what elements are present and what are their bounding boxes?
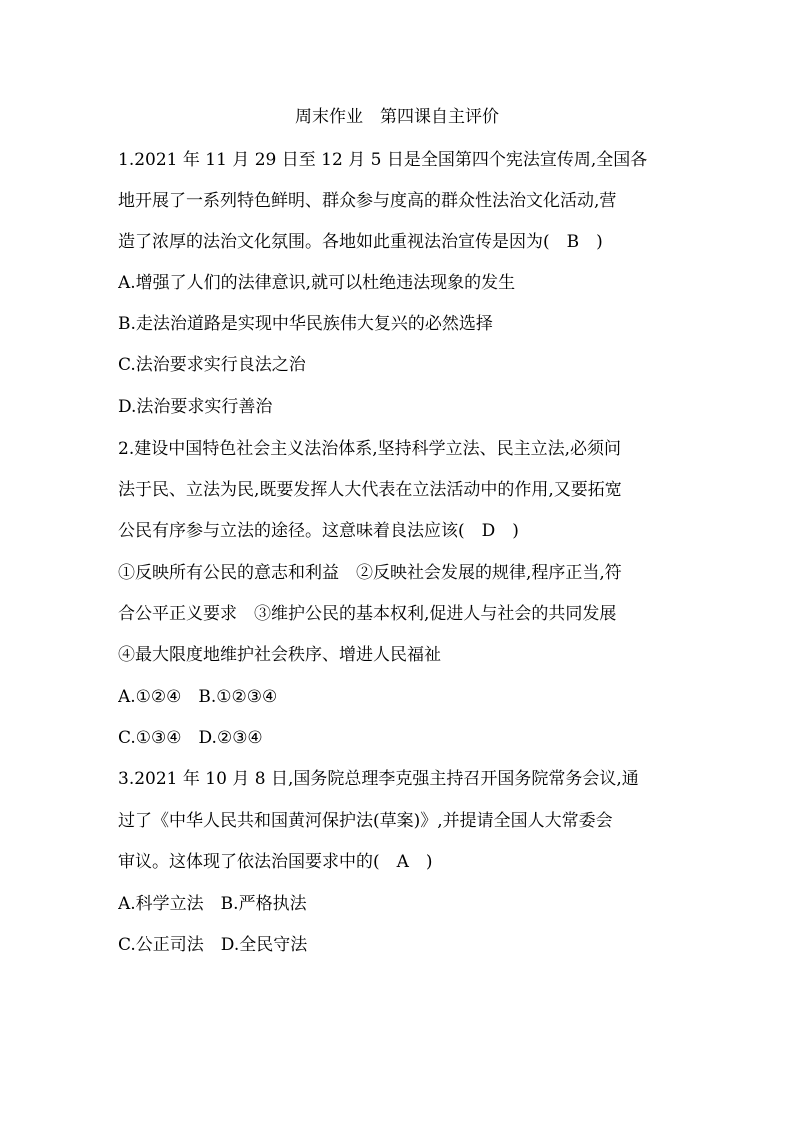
page-title: 周末作业 第四课自主评价 [295, 107, 499, 127]
question-2-line-6: ④最大限度地维护社会秩序、增进人民福祉 [118, 645, 441, 665]
question-2-line-3: 公民有序参与立法的途径。这意味着良法应该( D ) [118, 521, 519, 541]
question-1-line-1: 1.2021 年 11 月 29 日至 12 月 5 日是全国第四个宪法宣传周,全国各 [118, 150, 648, 170]
question-2-line-4: ①反映所有公民的意志和利益 ②反映社会发展的规律,程序正当,符 [118, 563, 622, 583]
question-2-line-1: 2.建设中国特色社会主义法治体系,坚持科学立法、民主立法,必须问 [118, 439, 622, 459]
question-2-option-ab: A.①②④ B.①②③④ [118, 687, 278, 707]
question-3-line-2: 过了《中华人民共和国黄河保护法(草案)》,并提请全国人大常委会 [118, 811, 613, 831]
question-1-option-d: D.法治要求实行善治 [118, 397, 273, 417]
question-1-option-b: B.走法治道路是实现中华民族伟大复兴的必然选择 [118, 314, 493, 334]
question-3-line-1: 3.2021 年 10 月 8 日,国务院总理李克强主持召开国务院常务会议,通 [118, 769, 639, 789]
question-2-option-cd: C.①③④ D.②③④ [118, 728, 263, 748]
question-1-option-a: A.增强了人们的法律意识,就可以杜绝违法现象的发生 [118, 273, 516, 293]
question-1-line-3: 造了浓厚的法治文化氛围。各地如此重视法治宣传是因为( B ) [118, 232, 603, 252]
question-3-line-3: 审议。这体现了依法治国要求中的( A ) [118, 852, 433, 872]
question-2-line-2: 法于民、立法为民,既要发挥人大代表在立法活动中的作用,又要拓宽 [118, 480, 622, 500]
question-1-line-2: 地开展了一系列特色鲜明、群众参与度高的群众性法治文化活动,营 [118, 191, 617, 211]
question-3-option-ab: A.科学立法 B.严格执法 [118, 894, 307, 914]
question-1-option-c: C.法治要求实行良法之治 [118, 355, 306, 375]
question-3-option-cd: C.公正司法 D.全民守法 [118, 935, 308, 955]
question-2-line-5: 合公平正义要求 ③维护公民的基本权利,促进人与社会的共同发展 [118, 604, 617, 624]
